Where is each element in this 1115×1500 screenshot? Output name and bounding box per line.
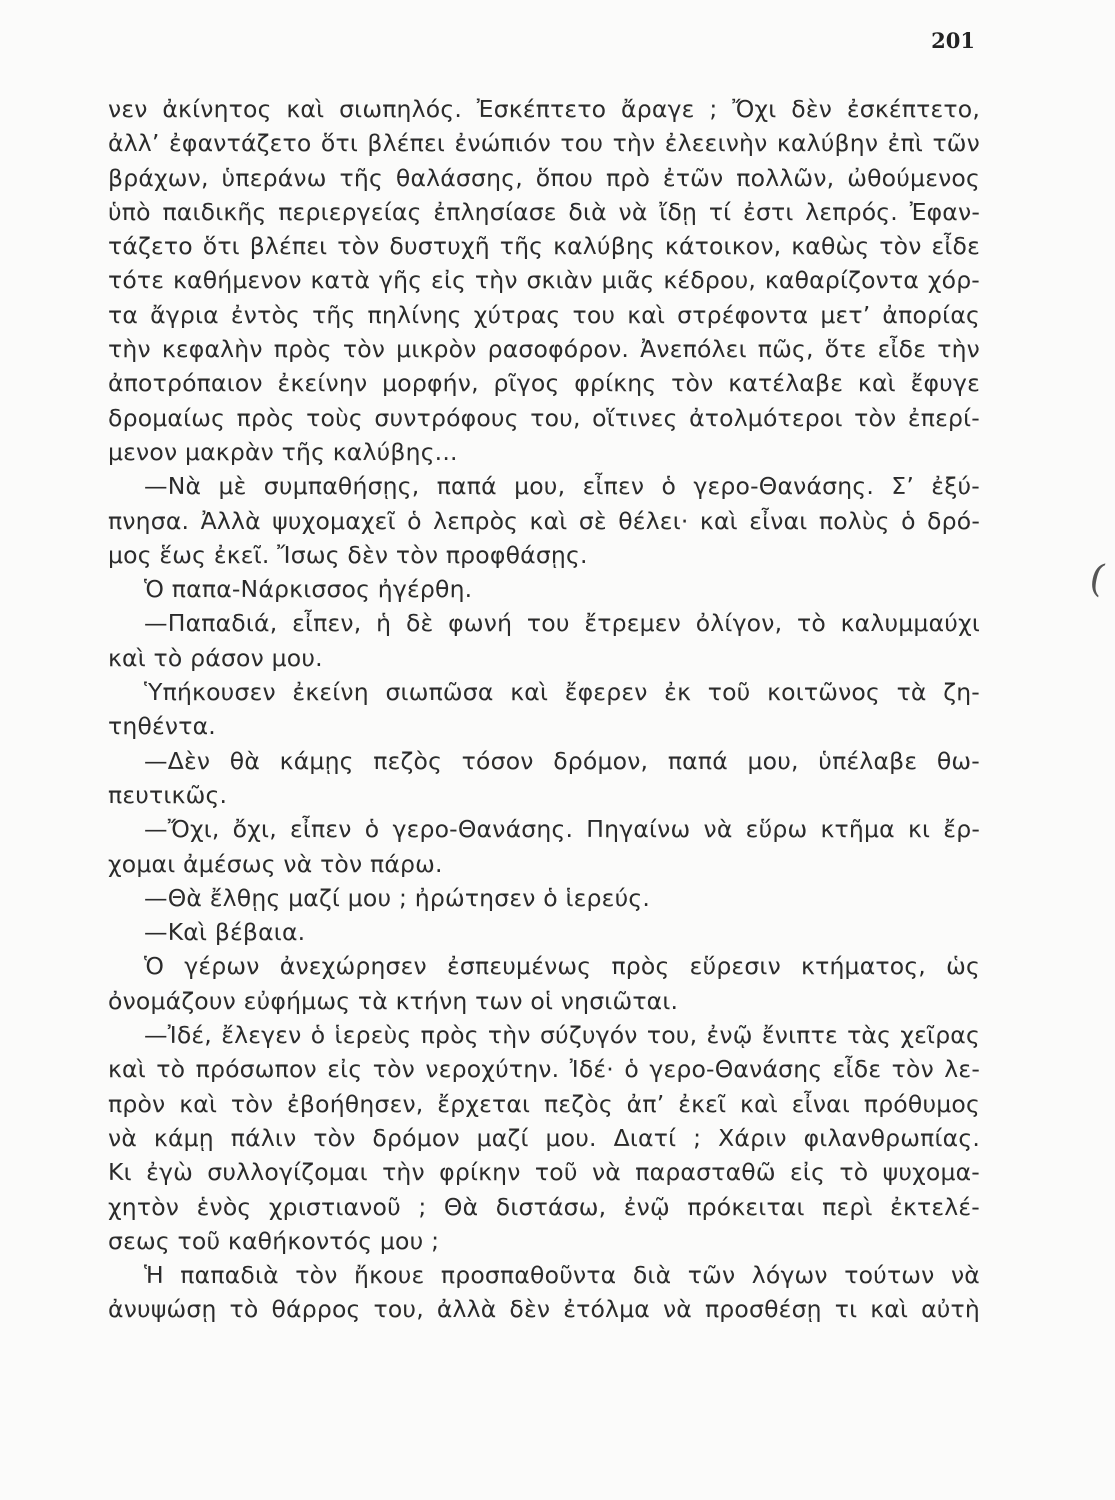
text-line: Ἡ παπαδιὰ τὸν ἤκουε προσπαθοῦντα διὰ τῶν λόγων τούτων νὰ [144,1261,980,1290]
text-line: σεως τοῦ καθήκοντός μου ; [108,1226,440,1255]
text-line: —Θὰ ἔλθῃς μαζί μου ; ἠρώτησεν ὁ ἱερεύς. [144,883,651,912]
text-line: καὶ τὸ πρόσωπον εἰς τὸν νεροχύτην. Ἰδέ· ὁ γερο-Θανάσης εἶδε τὸν λε- [108,1055,980,1084]
text-line: —Ἰδέ, ἔλεγεν ὁ ἱερεὺς πρὸς τὴν σύζυγόν του, ἐνῷ ἔνιπτε τὰς χεῖρας [144,1021,980,1050]
text-line: —Ὄχι, ὄχι, εἶπεν ὁ γερο-Θανάσης. Πηγαίνω νὰ εὕρω κτῆμα κι ἔρ- [144,815,980,844]
text-line: νεν ἀκίνητος καὶ σιωπηλός. Ἐσκέπτετο ἄραγε ; Ὄχι δὲν ἐσκέπτετο, [108,95,980,123]
text-line: χομαι ἀμέσως νὰ τὸν πάρω. [108,849,443,878]
text-line: Ὁ παπα-Νάρκισσος ἠγέρθη. [144,575,473,604]
text-line: καὶ τὸ ράσον μου. [108,643,323,672]
text-line: ὑπὸ παιδικῆς περιεργείας ἐπλησίασε διὰ νὰ ἴδῃ τί ἐστι λεπρός. Ἐφαν- [108,197,980,226]
text-line: Ὁ γέρων ἀνεχώρησεν ἐσπευμένως πρὸς εὕρεσιν κτήματος, ὡς [144,952,980,981]
body-text [108,92,980,1327]
text-line: ἀνυψώσῃ τὸ θάρρος του, ἀλλὰ δὲν ἐτόλμα νὰ προσθέσῃ τι καὶ αὐτὴ [108,1295,980,1324]
text-line: μενον μακρὰν τῆς καλύβης... [108,437,458,466]
text-line: τηθέντα. [108,712,216,741]
text-line: Ὑπήκουσεν ἐκείνη σιωπῶσα καὶ ἔφερεν ἐκ τοῦ κοιτῶνος τὰ ζη- [144,678,980,707]
text-line: ὀνομάζουν εὐφήμως τὰ κτήνη των οἱ νησιῶται. [108,986,679,1015]
text-line: πευτικῶς. [108,780,228,809]
text-line: τάζετο ὅτι βλέπει τὸν δυστυχῆ τῆς καλύβης κάτοικον, καθὼς τὸν εἶδε [108,232,980,261]
page-number: 201 [931,28,975,53]
text-line: ἀποτρόπαιον ἐκείνην μορφήν, ρῖγος φρίκης τὸν κατέλαβε καὶ ἔφυγε [108,369,980,398]
text-line: βράχων, ὑπεράνω τῆς θαλάσσης, ὅπου πρὸ ἐτῶν πολλῶν, ὠθούμενος [108,163,980,192]
text-line: χητὸν ἑνὸς χριστιανοῦ ; Θὰ διστάσω, ἐνῷ πρόκειται περὶ ἐκτελέ- [108,1192,980,1221]
text-line: μος ἕως ἐκεῖ. Ἴσως δὲν τὸν προφθάσῃς. [108,540,588,569]
text-line: τὴν κεφαλὴν πρὸς τὸν μικρὸν ρασοφόρον. Ἀνεπόλει πῶς, ὅτε εἶδε τὴν [108,335,980,364]
text-line: πρὸν καὶ τὸν ἐβοήθησεν, ἔρχεται πεζὸς ἀπ’ ἐκεῖ καὶ εἶναι πρόθυμος [108,1089,980,1118]
text-line: —Νὰ μὲ συμπαθήσῃς, παπά μου, εἶπεν ὁ γερο-Θανάσης. Σ’ ἐξύ- [144,472,980,501]
text-line: ἀλλ’ ἐφαντάζετο ὅτι βλέπει ἐνώπιόν του τὴν ἐλεεινὴν καλύβην ἐπὶ τῶν [108,129,980,158]
text-line: —Παπαδιά, εἶπεν, ἡ δὲ φωνή του ἔτρεμεν ὀλίγον, τὸ καλυμμαύχι [144,609,980,638]
text-line: Κι ἐγὼ συλλογίζομαι τὴν φρίκην τοῦ νὰ παρασταθῶ εἰς τὸ ψυχομα- [108,1158,980,1187]
text-line: νὰ κάμῃ πάλιν τὸν δρόμον μαζί μου. Διατί ; Χάριν φιλανθρωπίας. [108,1123,980,1152]
text-line: —Καὶ βέβαια. [144,918,306,947]
margin-pencil-mark: ( [1085,554,1110,602]
text-line: δρομαίως πρὸς τοὺς συντρόφους του, οἵτινες ἀτολμότεροι τὸν ἐπερί- [108,403,980,432]
text-line: —Δὲν θὰ κάμῃς πεζὸς τόσον δρόμον, παπά μου, ὑπέλαβε θω- [144,746,980,775]
text-line: τότε καθήμενον κατὰ γῆς εἰς τὴν σκιὰν μιᾶς κέδρου, καθαρίζοντα χόρ- [108,266,980,295]
text-line: πνησα. Ἀλλὰ ψυχομαχεῖ ὁ λεπρὸς καὶ σὲ θέλει· καὶ εἶναι πολὺς ὁ δρό- [108,506,980,535]
text-line: τα ἄγρια ἐντὸς τῆς πηλίνης χύτρας του καὶ στρέφοντα μετ’ ἀπορίας [108,300,980,329]
